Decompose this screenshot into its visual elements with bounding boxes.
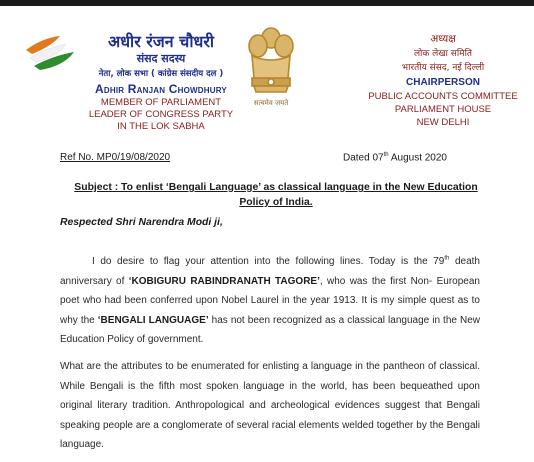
top-border: [0, 0, 534, 6]
letter-date: Dated 07th August 2020: [343, 152, 447, 164]
city-line: NEW DELHI: [416, 117, 470, 128]
reference-number: Ref No. MP0/19/08/2020: [60, 152, 171, 163]
bengali-emphasis: ‘BENGALI LANGUAGE’: [97, 314, 209, 326]
hindi-parliament: भारतीय संसद, नई दिल्ली: [401, 63, 485, 73]
hindi-subrole: नेता, लोक सभा ( कांग्रेस संसदीय दल ): [98, 69, 224, 79]
emblem-motto: सत्यमेव जयते: [253, 99, 289, 107]
subject-line: Subject : To enlist ‘Bengali Language’ as classical language in the New Education Policy of India.: [74, 182, 478, 208]
committee-letterhead: [352, 32, 534, 129]
member-of-parliament: MEMBER OF PARLIAMENT: [100, 97, 222, 108]
hindi-committee: लोक लेखा समिति: [413, 49, 473, 59]
national-emblem-icon: [242, 22, 300, 104]
chairperson-title: CHAIRPERSON: [406, 77, 480, 88]
party-flag-icon: [22, 30, 80, 74]
body-paragraph-2: What are the attributes to be enumerated for enlisting a language in the pantheon of classical. While Bengali is the fifth most spoken language in the world, has been bequeathed upon original literary tradition. Anthropological and archeological evidences suggest that Bengali speaking people are a conglomerate of several racial elements welded together by the Bengali language.: [60, 361, 480, 451]
hindi-name: अधीर रंजन चौधरी: [107, 32, 215, 51]
parliament-house: PARLIAMENT HOUSE: [394, 104, 492, 115]
member-letterhead: [74, 32, 248, 133]
hindi-role: संसद सदस्य: [136, 52, 186, 65]
party-leader-line: LEADER OF CONGRESS PARTY: [88, 109, 234, 120]
salutation: Respected Shri Narendra Modi ji,: [60, 217, 223, 228]
tagore-emphasis: ‘KOBIGURU RABINDRANATH TAGORE’: [128, 275, 320, 287]
hindi-chairperson: अध्यक्ष: [430, 33, 456, 45]
lok-sabha-line: IN THE LOK SABHA: [117, 121, 205, 132]
body-paragraph-1: I do desire to flag your attention into the following lines. Today is the 79th death anniversary of ‘KOBIGURU RABINDRANATH TAGORE’, who was the first Non- European poet who had been conferred upon Nobel Laurel in the year 1913. It is my simple quest as to why the ‘BENGALI LANGUAGE’ has not been recognized as a classical language in the New Education Policy of government.: [60, 255, 481, 346]
committee-name: PUBLIC ACCOUNTS COMMITTEE: [368, 91, 518, 102]
english-name: Adhir Ranjan Chowdhury: [95, 82, 227, 96]
